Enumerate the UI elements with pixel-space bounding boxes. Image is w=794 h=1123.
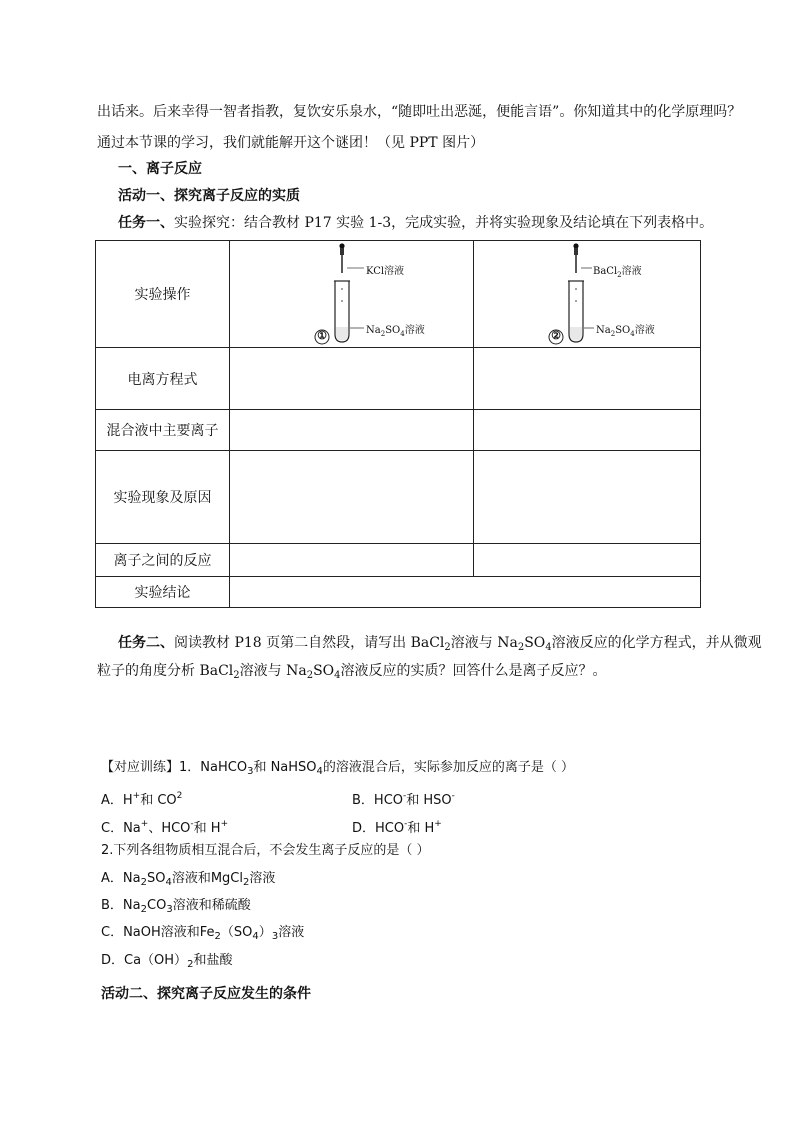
q2-option-b[interactable]: B．$Na_2CO_3$溶液和稀硫酸	[101, 898, 251, 915]
intro-line-2: 通过本节课的学习，我们就能解开这个谜团！（见 PPT 图片）	[97, 135, 485, 151]
section-title: 一、离子反应	[118, 161, 202, 177]
answer-cell[interactable]	[230, 348, 474, 410]
experiment-2-figure	[474, 241, 701, 348]
experiment-2-top-reagent: BaCl$_2$溶液	[593, 266, 642, 279]
task-1-label: 任务一、	[118, 215, 174, 231]
q1-option-c[interactable]: C．Na+、HCO-和 H+	[101, 819, 229, 836]
row-label-phenomenon: 实验现象及原因	[96, 451, 230, 544]
practice-question-1: 【对应训练】1．NaHCO$_3$和 NaHSO$_4$的溶液混合后，实际参加反应的离子是（ ）	[101, 760, 575, 777]
row-label-ionization: 电离方程式	[96, 348, 230, 410]
row-label-main-ions: 混合液中主要离子	[96, 410, 230, 451]
q2-option-c[interactable]: C．NaOH溶液和$Fe_2(SO_4)_3$溶液	[101, 925, 305, 942]
answer-cell[interactable]	[474, 410, 701, 451]
task-2-label: 任务二、	[118, 635, 174, 651]
experiment-1-number: ①	[317, 329, 327, 342]
row-label-operation: 实验操作	[96, 241, 230, 348]
task-2-line-2: 粒子的角度分析 BaCl$_2$溶液与 $Na_2SO_4$溶液反应的实质？回答什么是离子反应？。	[97, 663, 607, 681]
q2-option-d[interactable]: D．$Ca(OH)_2$和盐酸	[101, 953, 233, 970]
activity-1-title: 活动一、探究离子反应的实质	[118, 188, 300, 204]
experiment-1-top-reagent: KCl溶液	[366, 266, 405, 277]
experiment-2-number: ②	[551, 329, 561, 342]
experiment-1-figure	[230, 241, 474, 348]
answer-cell[interactable]	[230, 544, 474, 577]
experiment-1-bottom-reagent: $Na_2SO_4$溶液	[366, 325, 425, 338]
experiment-table	[95, 240, 701, 608]
task-2-line-1: 任务二、阅读教材 P18 页第二自然段，请写出 BaCl$_2$溶液与 $Na_2SO_4$溶液反应的化学方程式，并从微观	[118, 635, 762, 653]
activity-2-title: 活动二、探究离子反应发生的条件	[101, 986, 311, 1002]
answer-cell[interactable]	[474, 544, 701, 577]
answer-cell[interactable]	[230, 410, 474, 451]
table-row	[96, 577, 701, 608]
task-1	[118, 214, 713, 232]
test-tube-2-diagram	[474, 241, 701, 347]
practice-question-2: 2.下列各组物质相互混合后，不会发生离子反应的是（ ）	[101, 843, 430, 858]
answer-cell[interactable]	[474, 348, 701, 410]
task-1-text: 实验探究：结合教材 P17 实验 1-3，完成实验，并将实验现象及结论填在下列表格中。	[174, 215, 714, 231]
row-label-conclusion: 实验结论	[96, 577, 230, 608]
table-row	[96, 410, 701, 451]
answer-cell[interactable]	[230, 577, 701, 608]
row-label-ion-reaction: 离子之间的反应	[96, 544, 230, 577]
answer-cell[interactable]	[474, 451, 701, 544]
test-tube-1-diagram	[230, 241, 474, 347]
q1-option-b[interactable]: B．HCO-和 HSO-	[352, 791, 455, 808]
table-row	[96, 241, 701, 348]
answer-cell[interactable]	[230, 451, 474, 544]
intro-line-1: 出话来。后来幸得一智者指教，复饮安乐泉水，“随即吐出恶涎，便能言语”。你知道其中的化学原理吗？	[97, 104, 742, 120]
experiment-2-bottom-reagent: $Na_2SO_4$溶液	[596, 325, 655, 338]
table-row	[96, 544, 701, 577]
table-row	[96, 348, 701, 410]
q1-option-a[interactable]: A．H+和 $CO^2$	[101, 791, 183, 808]
q1-option-d[interactable]: D．HCO-和 H+	[352, 819, 442, 836]
table-row	[96, 451, 701, 544]
q2-option-a[interactable]: A．$Na_2SO_4$溶液和MgCl$_2$溶液	[101, 871, 276, 888]
